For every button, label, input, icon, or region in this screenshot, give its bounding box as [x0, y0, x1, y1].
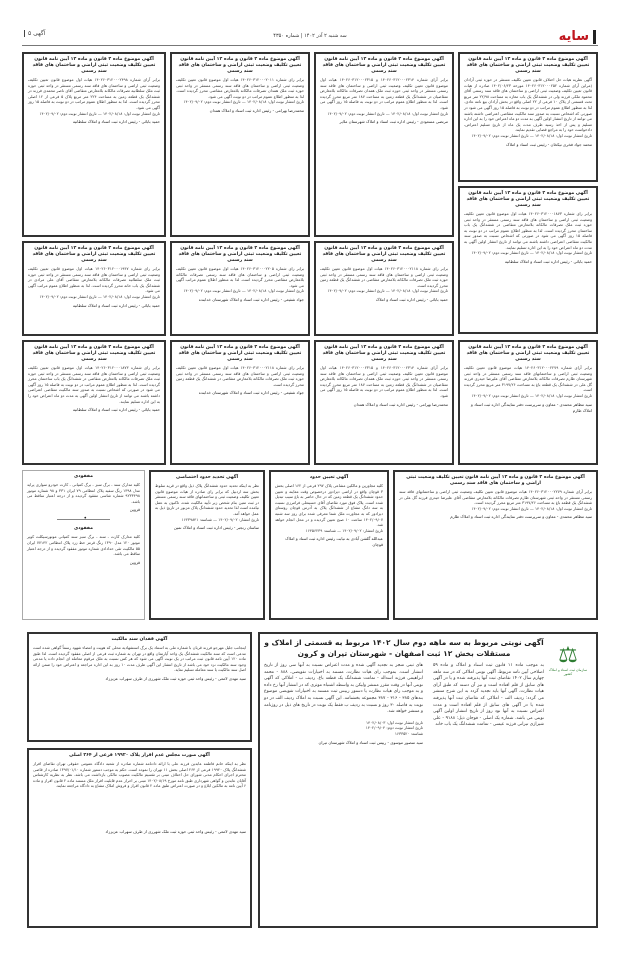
renewal-id: شناسه: ۱۶۳۳۵۲۰: [394, 730, 423, 736]
issue-info: سه شنبه ۲ آذر ۱۴۰۲ | شماره ۴۳۵۰: [273, 33, 347, 39]
ad-box: [314, 241, 454, 336]
ad-title: آگهی موضوع ماده ۳ قانون و ماده ۱۳ آیین نامه قانون تعیین تکلیف وضعیت ثبتی اراضی و ساختمان های فاقد سند رسمی: [178, 57, 302, 74]
renewal-notice-box: [258, 632, 598, 928]
ad-signature: مرتضی مسعودی - رئیس اداره ثبت اسناد و املاک شهرستان ملایر: [339, 119, 448, 125]
ad-box: [170, 52, 310, 237]
council-title: آگهی صورت مجلس عدم افراز پلاک ۱۹۹۲۰ فرعی از ۲۶۴ اصلی: [69, 753, 210, 758]
ad-dates: تاریخ انتشار: ۱۴۰۲/۰۹/۰۲ — شناسه: ۱۶۴۵۶۲۳۹: [305, 527, 383, 533]
ad-signature: حمید بابائی - رئیس اداره ثبت اسناد و املاک سلطانیه: [72, 407, 160, 413]
loss-deed-title: آگهی فقدان سند مالکیت: [111, 637, 168, 642]
ad-title: آگهی موضوع ماده ۳ قانون و ماده ۱۳ آیین نامه قانون تعیین تکلیف وضعیت ثبتی اراضی و ساختمان های فاقد سند رسمی: [32, 57, 156, 74]
ad-body: برابر رای شماره ۱۴۰۲۶۰۳۱۲۰۰۰۱۸۷۳ هیات اول موضوع قانون تعیین تکلیف وضعیت ثبتی اراضی و ساختمان های فاقد سند رسمی مستقر در واحد ثبتی حوزه ثبت ملک تصرفات مالکانه بلامعارض متقاضی در ششدانگ یک باب ساختمان محرز گردیده است. لذا به منظور اطلاع عموم مراتب در دو نوبت به فاصله ۱۵ روز آگهی می شود در صورتی که اشخاص نسبت به صدور سند مالکیت متقاضی اعتراضی داشته باشند می توانند از تاریخ انتشار اولین آگهی به مدت دو ماه اعتراض خود را به این اداره تسلیم نمایند.: [28, 365, 160, 404]
renewal-title: آگهی نوبتی مربوط به سه ماهه دوم سال ۱۴۰۲ مربوط به قسمتی از املاک و مستقلات بخش ۱۲ ثبت اصفهان - شهرستان تیران و کرون: [264, 638, 544, 658]
ad-title: آگهی موضوع ماده ۳ قانون و ماده ۱۳ آیین نامه قانون تعیین تکلیف وضعیت ثبتی اراضی و ساختمان های فاقد سند رسمی: [32, 246, 156, 263]
ad-title: آگهی تعیین حدود: [309, 475, 349, 480]
ad-dates: تاریخ انتشار نوبت اول: ۱۴۰۲/۰۸/۱۸ — تاریخ انتشار نوبت دوم: ۱۴۰۲/۰۹/۰۲: [327, 110, 448, 116]
section-label: آگهی ۵: [24, 30, 45, 37]
ad-signature: حمید بابائی - رئیس اداره ثبت اسناد و املاک: [375, 296, 448, 302]
ad-signature: عبدالله گلشن آبادی به نیابت رئیس اداره ثبت اسناد و املاک قوچان: [285, 536, 383, 548]
ad-title: آگهی موضوع ماده ۳ قانون و ماده ۱۳ آیین نامه قانون تعیین تکلیف وضعیت ثبتی اراضی و ساختمان های فاقد سند رسمی: [322, 345, 446, 362]
lost-documents-box: [22, 470, 145, 620]
loss-deed-signature: سید مهدی لامعی - رئیس واحد ثبتی حوزه ثبت ملک شهرری از طرف سهراب عزیززاد: [105, 675, 246, 681]
ad-dates: تاریخ انتشار نوبت اول: ۱۴۰۲/۰۸/۱۸ — تاریخ انتشار نوبت دوم: ۱۴۰۲/۰۹/۰۲: [183, 99, 304, 105]
ad-signature: حمید بابائی - رئیس اداره ثبت اسناد و املاک سلطانیه: [72, 302, 160, 308]
ad-box-timor: [393, 470, 598, 620]
ad-dates: تاریخ انتشار نوبت اول: ۱۴۰۲/۰۸/۱۸ — تاریخ انتشار نوبت دوم: ۱۴۰۲/۰۹/۰۲: [183, 288, 304, 294]
ad-body: برابر رای شماره ۱۴۰۲۶۰۳۱۲۰۰۰۲۰۱۱ هیات اول موضوع قانون تعیین تکلیف وضعیت ثبتی اراضی و ساختمان های فاقد سند رسمی مستقر در واحد ثبتی حوزه ثبت ملک همدان تصرفات مالکانه بلامعارض متقاضی محرز گردیده است. لذا به منظور اطلاع عموم مراتب در دو نوبت آگهی می شود.: [176, 77, 305, 99]
ad-body: برابر رای شماره ۱۴۰۲۶۰۳۱۲۰۰۰۲۲۰۵ هیات اول موضوع قانون تعیین تکلیف وضعیت ثبتی اراضی و ساختمان های فاقد سند رسمی تصرفات مالکانه بلامعارض متقاضی محرز گردیده است. لذا به منظور اطلاع عموم مراتب آگهی می شود.: [176, 266, 305, 288]
ad-body: نظر به اینکه تحدید حدود ششدانگ پلاک ذیل واقع در قریه سلوط بخش سه اردبیل که برابر رای صادره از هیات موضوع قانون تعیین تکلیف وضعیت ثبتی و ساختمانهای فاقد سند رسمی مستقر در ثبت تمین بنام شخص زیر تأیید مالکیت شده، تاکنون به عمل نیامده است لذا تحدید حدود ششدانگ پلاک مزبور در تاریخ ذیل به عمل خواهد آمد.: [155, 483, 259, 516]
ad-box: [458, 186, 598, 334]
lost-title: مفقودی: [74, 474, 93, 479]
ad-title: آگهی موضوع ماده ۳ قانون و ماده ۱۳ آیین نامه قانون تعیین تکلیف وضعیت ثبتی اراضی و ساختمان های فاقد سند رسمی: [178, 246, 302, 263]
ad-body: برابر آرای شماره ۱۴۰۲۶۰۳۱۲۰۰۰۲۲۷۹ هیات موضوع قانون تعیین تکلیف وضعیت ثبتی اراضی و ساختمانهای فاقد سند رسمی مستقر در واحد ثبتی شهرستان طارم تصرفات مالکانه بلامعارض متقاضی آقای علیرضا حیدری فرزند گل علی در ششدانگ یک قطعه باغ به مساحت ۳۱۹۷/۲۶ متر مربع محرز گردیده است.: [399, 489, 592, 506]
ad-signature: محمد جواد فخری نیکخان - رئیس ثبت اسناد و املاک: [506, 141, 592, 147]
ad-box: [22, 52, 166, 237]
lost-city: قزوین: [129, 559, 140, 565]
ad-box-boundary: [269, 470, 389, 620]
ad-title: آگهی موضوع ماده ۳ قانون و ماده ۱۳ آیین نامه قانون تعیین تکلیف وضعیت ثبتی اراضی و ساختمان های فاقد سند رسمی: [178, 345, 302, 362]
ad-box: [458, 52, 598, 182]
ad-box-exclusive-boundary: [149, 470, 265, 620]
ad-box: [314, 52, 454, 237]
council-signature: سید مهدی لامعی - رئیس واحد ثبتی حوزه ثبت ملک شهرری از طرف سهراب عزیززاد: [105, 828, 246, 834]
divider: [57, 519, 110, 520]
ad-dates: تاریخ انتشار نوبت اول: ۱۴۰۲/۰۸/۱۸ — تاریخ انتشار نوبت دوم: ۱۴۰۲/۰۹/۰۲: [471, 505, 592, 511]
lost-body: کلیه مدارک سند - برگ سبز - برگ کمپانی - کارت خودرو سواری پراید مدل ۱۳۹۸ رنگ سفید پلاک انتظامی ۷۹ ایران ۳۳۱ و ۹۸ شماره موتور ۹۲۳۳۴۹۸ شماره شاسی مفقود گردیده و از درجه اعتبار ساقط می باشد.: [27, 482, 140, 504]
loss-deed-body: اینجانب جلیل مهرجو فرزند قربان با شماره ملی به استناد یک برگ استشهادیه محلی که هویت و امضاء شهود رسماً گواهی شده است مدعی است که سند مالکیت ششدانگ یک واحد آپارتمان واقع در تهران به شماره ثبت فرعی از اصلی مفقود گردیده است. لذا طبق ماده ۱۲۰ آیین نامه قانون ثبت مراتب در یک نوبت آگهی می شود که هر کس نسبت به ملک مرقوم معامله ای انجام داده یا مدعی وجود سند مالکیت نزد خود می باشد از تاریخ انتشار این آگهی ظرف مدت ۱۰ روز به این اداره مراجعه و اعتراض خود را ضمن ارائه اصل سند مالکیت یا سند معامله تسلیم نماید.: [33, 645, 247, 673]
ad-body: برابر آرای شماره ۱۴۰۲۶۰۳۱۲۰۰۰۲۴۹۸ هیات اول موضوع قانون تعیین تکلیف وضعیت ثبتی اراضی و ساختمان های فاقد سند رسمی مستقر در واحد ثبتی حوزه ثبت ملک سلطانیه تصرفات مالکانه بلامعارض متقاضی آقای ناصر محمدی فرزند در ششدانگ یک قطعه زمین به مساحت ۲۲۴ متر مربع پلاک ۵ فرعی از ۱۲ اصلی محرز گردیده است. لذا به منظور اطلاع عموم مراتب در دو نوبت به فاصله ۱۵ روز آگهی می شود.: [28, 77, 161, 110]
ad-dates: تاریخ انتشار نوبت اول: ۱۴۰۲/۰۸/۱۸ — تاریخ انتشار نوبت دوم: ۱۴۰۲/۰۹/۰۲: [471, 250, 592, 256]
ad-signature: جواد شفیعی - رئیس اداره ثبت اسناد و املاک شهرستان خدابنده: [198, 390, 304, 396]
ad-signature: محمدرضا بهرامی - رئیس اداره ثبت اسناد و املاک همدان: [353, 401, 448, 407]
ad-body: برابر رای شماره ۱۴۰۲۶۰۳۱۲۰۰۰۱۸۷۳ هیات اول موضوع قانون تعیین تکلیف وضعیت ثبتی اراضی و ساختمان های فاقد سند رسمی مستقر در واحد ثبتی حوزه ثبت ملک تصرفات مالکانه بلامعارض متقاضی در ششدانگ یک باب ساختمان محرز گردیده است. لذا به منظور اطلاع عموم مراتب در دو نوبت به فاصله ۱۵ روز آگهی می شود در صورتی که اشخاص نسبت به صدور سند مالکیت متقاضی اعتراضی داشته باشند می توانند از تاریخ انتشار اولین آگهی به مدت دو ماه اعتراض خود را به این اداره تسلیم نمایند.: [464, 211, 593, 250]
ad-signature: حمید بابائی - رئیس اداره ثبت اسناد و املاک سلطانیه: [72, 119, 160, 125]
ad-title: آگهی موضوع ماده ۳ قانون و ماده ۱۳ آیین نامه قانون تعیین تکلیف وضعیت ثبتی اراضی و ساختمان های فاقد سند رسمی: [466, 345, 590, 362]
ad-box: [22, 340, 166, 465]
ad-body: آگهی نظریه هیات حل اختلاف قانون تعیین تکلیف مستقر در حوزه ثبتی آزادان (مراین آرای شماره ۱۴۰۲۶۰۳۱۲۰۰۰۲۵۲ مورخه ۱۴۰۲/۰۶/۲۳ صادره از هیات قانون تعیین تکلیف وضعیت ثبتی اراضی و ساختمان های فاقد سند رسمی آقای محمود ملکی فرزند ولی در ششدانگ یک باب مغازه به مساحت ۲۲/۹۸ متر مربع تحت قسمتی از پلاک ۱۰ فرعی از ۲۲ اصلی واقع در بخش آزادان بیع نامه عادی. لذا به منظور اطلاع عموم مراتب در دو نوبت به فاصله ۱۵ روز آگهی می شود در صورتی که اشخاص نسبت به صدور سند مالکیت متقاضی اعتراضی داشته باشند می توانند از تاریخ انتشار اولین آگهی به مدت دو ماه اعتراض خود را به این اداره تسلیم و پس از اخذ رسید ظرف مدت یک ماه از تاریخ تسلیم اعتراض، دادخواست خود را به مراجع قضایی تقدیم نمایند.: [463, 77, 593, 133]
ad-body: برابر آرای شماره ۱۴۰۲۶۰۳۱۲۰۰۰۲۲۷۹ هیات موضوع قانون تعیین تکلیف وضعیت ثبتی اراضی و ساختمانهای فاقد سند رسمی مستقر در واحد ثبتی شهرستان طارم تصرفات مالکانه بلامعارض متقاضی آقای علیرضا حیدری فرزند گل علی در ششدانگ یک قطعه باغ به مساحت ۳۱۹۷/۲۶ متر مربع محرز گردیده است.: [464, 365, 592, 393]
ad-dates: تاریخ انتشار نوبت اول: ۱۴۰۲/۰۸/۱۸ — تاریخ انتشار نوبت دوم: ۱۴۰۲/۰۹/۰۲: [39, 110, 160, 116]
emblem-caption: سازمان ثبت اسناد و املاک کشور: [548, 668, 588, 676]
lost-body: کلیه مدارک کارت - سند - برگ سبز سند کمپانی موتورسیکلت کویر موتور ۱۲۰ مدل ۱۳۹۰ رنگ قرمز خط زرد پلاک انتظامی ۷۷۱۴۲ ایران ۵۵ مالکیت تقی خدادادی شماره موتور مفقود گردیده و از درجه اعتبار ساقط می باشد.: [27, 534, 140, 557]
lost-city: قزوین: [129, 507, 140, 513]
ad-title: آگهی موضوع ماده ۳ قانون و ماده ۱۳ آیین نامه قانون تعیین تکلیف وضعیت ثبتی اراضی و ساختمان های فاقد سند رسمی: [466, 57, 590, 74]
ad-body: کلیه مجاورین و مالکین مشاعی پلاک ۲۹۷ فرعی از ۱۶۲ اصلی بخش ۳ قوچان واقع در اراضی دیزادور درخصوص وقت معاینه و تعیین حدود ششدانگ یک قطعه زمین که در حال حاضر به باغ سیب تبدیل شده است. پلاک فوق مورد تقاضای آقای حسینعلی فرامرزی نسبت به سه دانگ مشاع از ششدانگ پلاک به آدرس قوچان روستای دیزادور که به مجاورت ملک شما معرفی شده برای روز سه شنبه ۱۴۰۲/۰۹/۰۷ ساعت ۱۰ صبح تعیین گردیده و در محل انجام خواهد شد.: [275, 483, 383, 528]
ad-box: [170, 340, 310, 465]
lost-title: مفقودی: [74, 526, 93, 532]
ad-body: برابر رای شماره ۱۴۰۲۶۰۳۱۲۰۰۰۲۱۱۸ هیات اول موضوع قانون تعیین تکلیف وضعیت ثبتی اراضی و ساختمان های فاقد سند رسمی مستقر در واحد ثبتی حوزه ثبت ملک تصرفات مالکانه بلامعارض متقاضی در ششدانگ یک قطعه زمین محرز گردیده است.: [320, 266, 449, 288]
newspaper-logo: سایه: [559, 30, 596, 44]
ad-title: آگهی موضوع ماده ۳ قانون و ماده ۱۳ آیین نامه قانون تعیین تکلیف وضعیت ثبتی اراضی و ساختمان های فاقد سند رسمی: [32, 345, 156, 362]
ad-title: آگهی موضوع ماده ۳ قانون و ماده ۱۳ آیین نامه قانون تعیین تکلیف وضعیت ثبتی اراضی و ساختمان های فاقد سند رسمی: [406, 475, 585, 486]
council-body: نظر به اینکه خانم فاطمه عابدین فرزند علی با ارائه دادنامه شماره صادره از شعبه دادگاه عمومی حقوقی تهران تقاضای افراز ششدانگ پلاک ۱۹۹۲۰ فرعی از ۲۶۴ اصلی بخش ۱۱ تهران را نموده است. حکم به موجب دستور شماره ۱۳۹۷/۰۱/۱۰ صادره از قاضی محترم اجرای احکام مدنی شورای حل اختلاف مبنی بر تقسیم مالکیت مصوب مالکی بازداشت می باشد. نظر به نظریه کارشناس آقایان عابدین و گواهی شهرداری طبق نامه مورخ ۱۴۰۲/۰۸/۱۹ مبنی بر احراز عدم قابلیت افراز ملک مستند ماده ۲ قانون افراز و ماده ۶ آیین نامه به مالکین ابلاغ و در صورت اعتراض طبق ماده ۲ قانون افراز و فروش املاک مشاع به دادگاه مراجعه نمایند.: [33, 761, 246, 789]
ad-box: [314, 340, 454, 465]
renewal-body-right: به موجب ماده ۱۱ قانون ثبت اسناد و املاک و ماده ۵۹ اصلاحی آیین نامه مربوط، آگهی نوبتی املاکی که در سه ماهه چهارم سال ۱۴۰۲ تقاضای ثبت آنها پذیرفته شده و یا در آگهی های سابق از قلم افتاده است و نیز آن دسته که طبق آرای هیات نظارت، آگهی آنها باید تجدید گردد به این شرح منتشر می گردد: ردیف الف - املاکی که تقاضای ثبت آنها پذیرفته شده یا در آگهی های سابق از قلم افتاده است و مدت اعتراض نسبت به آنها نود روز از تاریخ انتشار اولین آگهی نوبتی می باشد. شماره یک اصلی - فوجان ذیل: ۹۱۸۸ - علی شیرازی تیرانی فرزند عیسی - تمامت ششدانگ یک باب خانه: [433, 663, 545, 728]
renewal-signature: سید منصور موسوی - رییس ثبت اسناد و املاک شهرستان تیران: [318, 739, 423, 745]
ad-signature: سید مظاهر محمدی - معاون و سرپرست دفتر نمایندگی اداره ثبت اسناد و املاک طارم: [470, 401, 592, 413]
ad-title: آگهی موضوع ماده ۳ قانون و ماده ۱۳ آیین نامه قانون تعیین تکلیف وضعیت ثبتی اراضی و ساختمان های فاقد سند رسمی: [322, 57, 446, 74]
ad-dates: تاریخ انتشار نوبت اول: ۱۴۰۲/۰۸/۱۸ — تاریخ انتشار نوبت دوم: ۱۴۰۲/۰۹/۰۲: [471, 392, 592, 398]
ad-dates: تاریخ انتشار: ۱۴۰۲/۰۹/۰۲ — شناسه: ۱۶۲۳۹۸۴۱: [181, 516, 259, 522]
loss-deed-box: [27, 632, 252, 742]
ad-box: [22, 241, 166, 336]
renewal-date-first: تاریخ انتشار نوبت اول: ۱۴۰۲/۰۸/۰۳: [366, 719, 423, 725]
council-box: [27, 748, 252, 928]
ad-title: آگهی موضوع ماده ۳ قانون و ماده ۱۳ آیین نامه قانون تعیین تکلیف وضعیت ثبتی اراضی و ساختمان های فاقد سند رسمی: [466, 191, 590, 208]
renewal-body-left: های ثبتی منجر به تجدید آگهی شده و مدت اعتراض نسبت به آنها سی روز از تاریخ انتشار است. بموجب رای هیات نظارت، مستند به اختیارات تفویضی، ۸۸۸ - محمد ابراهیمی فرزند اسداله - تمامت ششدانگ یک قطعه باغ. ردیف ب - املاکی که آگهی نوبتی آنها در وقت مقرر منتشر ولیکن به واسطه اشتباه موثری که در انتشار آنها رخ داده و به موجب رای هیات نظارت یا دستور رییس ثبت مستند به اختیارات تفویضی موضوع بندهای ۳۸۵ - ۳۱۶ - ۳۸۷ مجموعه بخشنامه. این آگهی نسبت به املاک ردیف الف در دو نوبت به فاصله ۳۰ روز و نسبت به ردیف ب فقط یک نوبت در تاریخ های ذیل در روزنامه و منتشر خواهد شد.: [264, 663, 423, 715]
scales-of-justice-icon: ⚖: [558, 643, 578, 668]
ad-dates: تاریخ انتشار نوبت اول: ۱۴۰۲/۰۸/۱۸ — تاریخ انتشار نوبت دوم: ۱۴۰۲/۰۹/۰۲: [471, 132, 592, 138]
ad-title: آگهی موضوع ماده ۳ قانون و ماده ۱۳ آیین نامه قانون تعیین تکلیف وضعیت ثبتی اراضی و ساختمان های فاقد سند رسمی: [322, 246, 446, 263]
ad-dates: تاریخ انتشار نوبت اول: ۱۴۰۲/۰۸/۱۸ — تاریخ انتشار نوبت دوم: ۱۴۰۲/۰۹/۰۲: [39, 293, 160, 299]
ad-signature: جواد شفیعی - رئیس اداره ثبت اسناد و املاک شهرستان خدابنده: [198, 296, 304, 302]
ad-body: برابر آرای شماره ۱۴۰۲۶۰۳۱۲۰۰۰۲۳۱۴ و ۱۴۰۲۶۰۳۱۲۰۰۰۲۳۱۵ هیات اول موضوع قانون تعیین تکلیف وضعیت ثبتی اراضی و ساختمان های فاقد سند رسمی مستقر در واحد ثبتی حوزه ثبت ملک همدان تصرفات مالکانه بلامعارض متقاضیان در ششدانگ یک قطعه زمین به مساحت ۱۸۷ متر مربع محرز گردیده است. لذا به منظور اطلاع عموم مراتب در دو نوبت به فاصله ۱۵ روز آگهی می شود.: [320, 365, 449, 398]
ad-signature: سید مظاهر محمدی - معاون و سرپرست دفتر نمایندگی اداره ثبت اسناد و املاک طارم: [450, 514, 592, 520]
registry-emblem: [548, 644, 588, 676]
ad-dates: تاریخ انتشار نوبت اول: ۱۴۰۲/۰۸/۱۸ — تاریخ انتشار نوبت دوم: ۱۴۰۲/۰۹/۰۲: [327, 288, 448, 294]
masthead: [22, 30, 598, 46]
ad-box: [170, 241, 310, 336]
ad-signature: ساسان رنجبر - رئیس اداره ثبت اسناد و املاک نمین: [173, 525, 259, 531]
ad-body: برابر رای شماره ۱۴۰۲۶۰۳۱۲۰۰۰۲۱۱۸ هیات اول موضوع قانون تعیین تکلیف وضعیت ثبتی اراضی و ساختمان های فاقد سند رسمی مستقر در واحد ثبتی حوزه ثبت ملک تصرفات مالکانه بلامعارض متقاضی در ششدانگ یک قطعه زمین محرز گردیده است.: [176, 365, 305, 387]
ad-body: برابر آرای شماره ۱۴۰۲۶۰۳۱۲۰۰۰۲۳۱۴ و ۱۴۰۲۶۰۳۱۲۰۰۰۲۳۱۵ هیات اول موضوع قانون تعیین تکلیف وضعیت ثبتی اراضی و ساختمان های فاقد سند رسمی مستقر در واحد ثبتی حوزه ثبت ملک همدان تصرفات مالکانه بلامعارض متقاضیان در ششدانگ یک قطعه زمین به مساحت ۱۸۷ متر مربع محرز گردیده است. لذا به منظور اطلاع عموم مراتب در دو نوبت به فاصله ۱۵ روز آگهی می شود.: [320, 77, 449, 110]
renewal-date-second: تاریخ انتشار نوبت دوم: ۱۴۰۲/۰۹/۰۴: [365, 725, 423, 731]
ad-signature: محمدرضا بهرامی - رئیس اداره ثبت اسناد و املاک همدان: [209, 107, 304, 113]
ad-title: آگهی تحدید حدود اختصاصی: [175, 475, 239, 480]
ad-signature: حمید بابائی - رئیس اداره ثبت اسناد و املاک سلطانیه: [504, 258, 592, 264]
ad-body: برابر رای شماره ۱۴۰۲۶۰۳۱۲۰۰۰۱۹۴۷ هیات اول موضوع قانون تعیین تکلیف وضعیت ثبتی اراضی و ساختمان های فاقد سند رسمی مستقر در واحد ثبتی حوزه ثبت ملک سلطانیه تصرفات مالکانه بلامعارض متقاضی آقای علی مرادی در ششدانگ یک باب خانه محرز گردیده است. لذا به منظور اطلاع عموم مراتب آگهی می شود.: [28, 266, 160, 294]
ad-box: [458, 340, 598, 465]
